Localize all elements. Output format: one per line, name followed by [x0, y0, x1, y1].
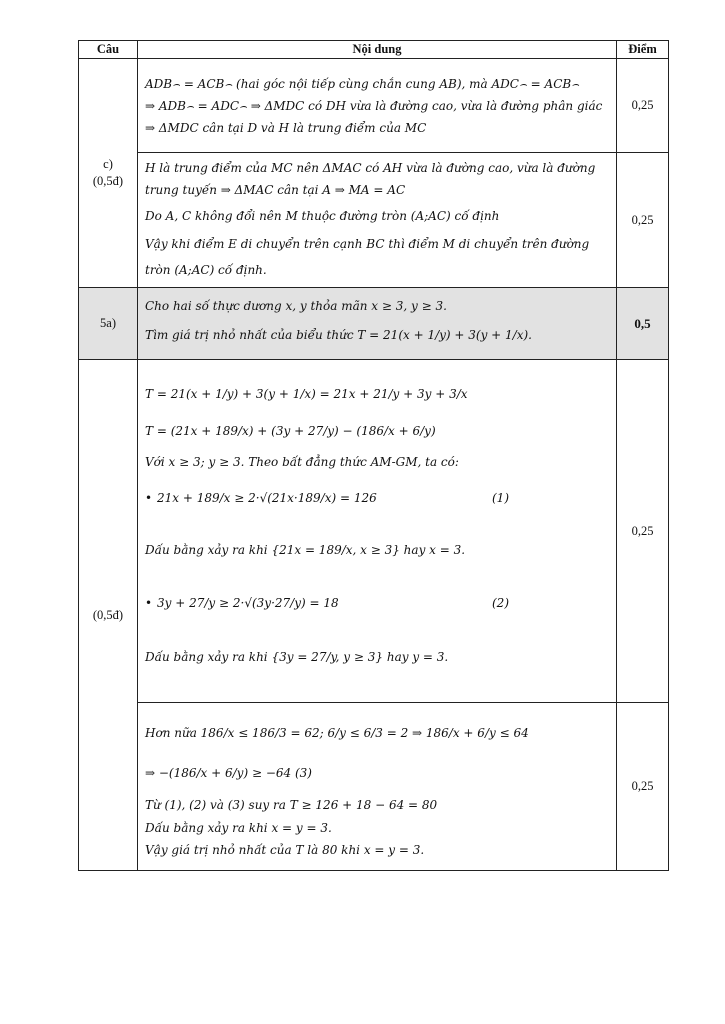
- content-5a: [138, 288, 617, 360]
- line: Tìm giá trị nhỏ nhất của biểu thức T = 21(x + 1/y) + 3(y + 1/x).: [145, 327, 532, 342]
- line: ⇒ ΔMDC cân tại D và H là trung điểm của MC: [145, 120, 427, 135]
- question-label-c: c) (0,5đ): [79, 59, 138, 288]
- line: Do A, C không đổi nên M thuộc đường tròn (A;AC) cố định: [145, 209, 500, 223]
- content-solution2: [138, 703, 617, 871]
- line: Từ (1), (2) và (3) suy ra T ≥ 126 + 18 − 64 = 80: [145, 797, 438, 812]
- header-points: Điểm: [617, 41, 669, 59]
- points-solution2: 0,25: [617, 703, 669, 871]
- line: T = 21(x + 1/y) + 3(y + 1/x) = 21x + 21/y + 3y + 3/x: [145, 387, 468, 401]
- line: Cho hai số thực dương x, y thỏa mãn x ≥ 3, y ≥ 3.: [145, 298, 447, 313]
- row-5a-solution1: [79, 360, 669, 703]
- line: Vậy giá trị nhỏ nhất của T là 80 khi x = y = 3.: [145, 842, 425, 857]
- question-label-5a: 5a): [79, 288, 138, 360]
- line: Hơn nữa 186/x ≤ 186/3 = 62; 6/y ≤ 6/3 = 2 ⇒ 186/x + 6/y ≤ 64: [145, 725, 529, 740]
- line: T = (21x + 189/x) + (3y + 27/y) − (186/x + 6/y): [145, 424, 436, 438]
- grading-table: [78, 40, 669, 871]
- header-question: Câu: [79, 41, 138, 59]
- content-c1: [138, 59, 617, 153]
- points-c1: 0,25: [617, 59, 669, 153]
- line: ⇒ ADB⌢ = ADC⌢ ⇒ ΔMDC có DH vừa là đường cao, vừa là đường phân giác: [145, 98, 603, 113]
- line: Với x ≥ 3; y ≥ 3. Theo bất đẳng thức AM-GM, ta có:: [145, 455, 459, 469]
- row-c-part1: [79, 59, 669, 153]
- eq-ref-1: (1): [492, 491, 509, 505]
- content-solution1: [138, 360, 617, 703]
- line: [145, 578, 609, 628]
- line: [145, 474, 609, 522]
- line: Vậy khi điểm E di chuyển trên cạnh BC thì điểm M di chuyển trên đường tròn (A;AC) cố định.: [145, 237, 590, 277]
- line: Dấu bằng xảy ra khi {3y = 27/y, y ≥ 3} hay y = 3.: [145, 650, 449, 664]
- points-solution1: 0,25: [617, 360, 669, 703]
- points-c2: 0,25: [617, 153, 669, 288]
- eq-ref-2: (2): [492, 596, 509, 610]
- points-5a: [617, 288, 669, 360]
- header-row: [79, 41, 669, 59]
- bullet-icon: •: [145, 596, 153, 610]
- line: ⇒ −(186/x + 6/y) ≥ −64 (3): [145, 765, 312, 780]
- row-c-part2: [79, 153, 669, 288]
- line: H là trung điểm của MC nên ΔMAC có AH vừa là đường cao, vừa là đường trung tuyến ⇒ ΔMAC cân tại A ⇒ MA = AC: [145, 161, 596, 197]
- inequality-1: 21x + 189/x ≥ 2·√(21x·189/x) = 126: [157, 491, 377, 505]
- line: ADB⌢ = ACB⌢ (hai góc nội tiếp cùng chắn cung AB), mà ADC⌢ = ACB⌢: [145, 76, 580, 91]
- question-label-score: (0,5đ): [79, 360, 138, 871]
- line: Dấu bằng xảy ra khi {21x = 189/x, x ≥ 3} hay x = 3.: [145, 543, 466, 557]
- content-c2: [138, 153, 617, 288]
- points-value: 0,5: [634, 315, 651, 331]
- header-content: Nội dung: [138, 41, 617, 59]
- row-5a-solution2: [79, 703, 669, 871]
- bullet-icon: •: [145, 491, 153, 505]
- inequality-2: 3y + 27/y ≥ 2·√(3y·27/y) = 18: [157, 596, 339, 610]
- line: Dấu bằng xảy ra khi x = y = 3.: [145, 820, 332, 835]
- row-5a: [79, 288, 669, 360]
